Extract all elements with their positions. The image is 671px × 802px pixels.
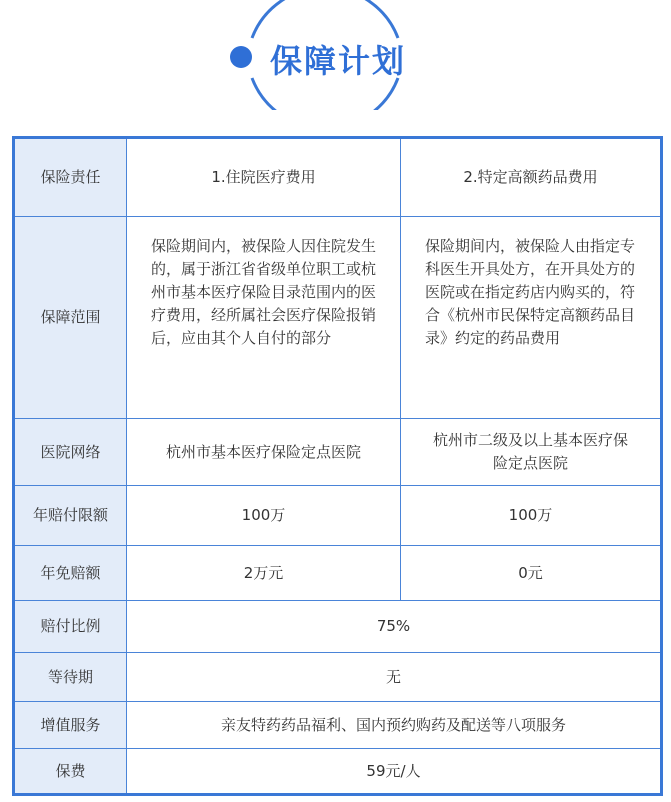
row-label: 保障范围	[14, 217, 127, 419]
table-row	[14, 419, 662, 486]
cell-value: 保险期间内，被保险人因住院发生的，属于浙江省省级单位职工或杭州市基本医疗保险目录范围内的医疗费用，经所属社会医疗保险报销后，应由其个人自付的部分	[127, 217, 401, 419]
row-label: 增值服务	[14, 702, 127, 749]
table-row	[14, 217, 662, 419]
section-header	[0, 0, 671, 110]
table-row	[14, 546, 662, 601]
cell-value: 0元	[401, 546, 662, 601]
cell-value: 2万元	[127, 546, 401, 601]
cell-value: 杭州市二级及以上基本医疗保险定点医院	[401, 419, 662, 486]
plan-table	[12, 136, 663, 796]
cell-value: 杭州市基本医疗保险定点医院	[127, 419, 401, 486]
row-label: 年免赔额	[14, 546, 127, 601]
table-row	[14, 702, 662, 749]
cell-value: 75%	[127, 601, 662, 653]
cell-value: 保险期间内，被保险人由指定专科医生开具处方，在开具处方的医院或在指定药店内购买的，符合《杭州市民保特定高额药品目录》约定的药品费用	[401, 217, 662, 419]
row-label: 年赔付限额	[14, 486, 127, 546]
table-row	[14, 486, 662, 546]
cell-value: 1.住院医疗费用	[127, 138, 401, 217]
bullet-dot-icon	[230, 46, 252, 68]
table-row	[14, 653, 662, 702]
row-label: 医院网络	[14, 419, 127, 486]
cell-value: 2.特定高额药品费用	[401, 138, 662, 217]
table-row	[14, 749, 662, 795]
cell-value: 亲友特药药品福利、国内预约购药及配送等八项服务	[127, 702, 662, 749]
cell-value: 59元/人	[127, 749, 662, 795]
page-title: 保障计划	[270, 42, 407, 80]
row-label: 保险责任	[14, 138, 127, 217]
table-row	[14, 601, 662, 653]
row-label: 保费	[14, 749, 127, 795]
cell-value: 无	[127, 653, 662, 702]
row-label: 等待期	[14, 653, 127, 702]
cell-value: 100万	[127, 486, 401, 546]
table-row	[14, 138, 662, 217]
row-label: 赔付比例	[14, 601, 127, 653]
cell-value: 100万	[401, 486, 662, 546]
